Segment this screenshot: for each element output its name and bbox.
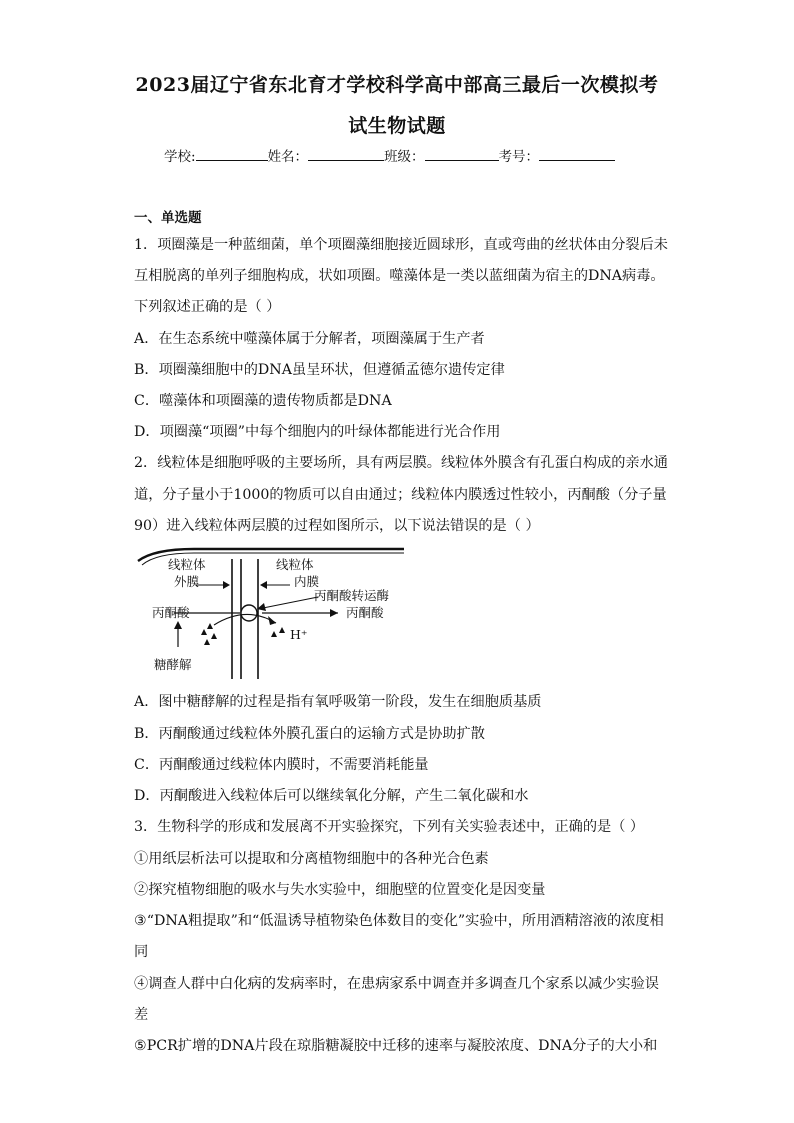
class-blank[interactable] (425, 146, 499, 161)
pyruvate-left-label: 丙酮酸 (152, 605, 190, 620)
section-heading: 一、单选题 (134, 210, 202, 226)
question-1-option-c[interactable]: C．噬藻体和项圈藻的遗传物质都是DNA (134, 393, 392, 409)
question-1-option-b[interactable]: B．项圈藻细胞中的DNA虽呈环状，但遵循孟德尔遗传定律 (134, 362, 505, 378)
name-blank[interactable] (308, 146, 384, 161)
transporter-circle (241, 605, 257, 621)
question-3-statement-4: ④调查人群中白化病的发病率时，在患病家系中调查并多调查几个家系以减少实验误 (134, 976, 659, 992)
question-3-statement-1: ①用纸层析法可以提取和分离植物细胞中的各种光合色素 (134, 851, 489, 867)
school-label: 学校: (164, 149, 196, 165)
outer-membrane-label-2: 外膜 (174, 574, 200, 589)
question-1-stem-line-1: 1．项圈藻是一种蓝细菌，单个项圈藻细胞接近圆球形，直或弯曲的丝状体由分裂后未 (134, 237, 668, 253)
transporter-label-arrow (258, 597, 318, 609)
school-blank[interactable] (196, 146, 268, 161)
pyruvate-right-label: 丙酮酸 (346, 605, 384, 620)
proton-label: H⁺ (290, 627, 308, 642)
question-1-stem-line-3: 下列叙述正确的是（ ） (134, 299, 281, 315)
inner-membrane-label-2: 内膜 (294, 574, 320, 589)
transporter-label: 丙酮酸转运酶 (314, 588, 390, 603)
class-label: 班级： (384, 149, 425, 165)
question-3-statement-4-cont: 差 (134, 1007, 149, 1023)
question-2-option-c[interactable]: C．丙酮酸通过线粒体内膜时，不需要消耗能量 (134, 757, 429, 773)
inner-membrane-label-1: 线粒体 (276, 557, 314, 572)
question-2-option-b[interactable]: B．丙酮酸通过线粒体外膜孔蛋白的运输方式是协助扩散 (134, 726, 485, 742)
question-2-stem-line-3: 90）进入线粒体两层膜的过程如图所示，以下说法错误的是（ ） (134, 518, 540, 534)
question-2-option-d[interactable]: D．丙酮酸进入线粒体后可以继续氧化分解，产生二氧化碳和水 (134, 788, 529, 804)
name-label: 姓名： (267, 149, 309, 165)
question-3-statement-5: ⑤PCR扩增的DNA片段在琼脂糖凝胶中迁移的速率与凝胶浓度、DNA分子的大小和 (134, 1038, 658, 1054)
number-blank[interactable] (539, 146, 615, 161)
pyruvate-transport-diagram (134, 543, 409, 683)
student-info-row (164, 145, 615, 165)
question-3-statement-2: ②探究植物细胞的吸水与失水实验中，细胞壁的位置变化是因变量 (134, 882, 546, 898)
glycolysis-label: 糖酵解 (154, 657, 192, 672)
question-2-option-a[interactable]: A．图中糖酵解的过程是指有氧呼吸第一阶段，发生在细胞质基质 (134, 694, 542, 710)
question-1-stem-line-2: 互相脱离的单列子细胞构成，状如项圈。噬藻体是一类以蓝细菌为宿主的DNA病毒。 (134, 268, 665, 284)
exam-title-line-1: 2023届辽宁省东北育才学校科学高中部高三最后一次模拟考 (135, 74, 659, 96)
exam-title-line-2: 试生物试题 (348, 115, 446, 137)
question-3-stem: 3．生物科学的形成和发展离不开实验探究，下列有关实验表述中，正确的是（ ） (134, 819, 645, 835)
question-2-stem-line-2: 道，分子量小于1000的物质可以自由通过；线粒体内膜透过性较小，丙酮酸（分子量 (134, 487, 667, 503)
question-1-option-a[interactable]: A．在生态系统中噬藻体属于分解者，项圈藻属于生产者 (134, 331, 485, 347)
question-3-statement-3-cont: 同 (134, 944, 149, 960)
pyruvate-arrowhead (330, 609, 338, 617)
proton-flow-arrowhead (268, 616, 276, 625)
proton-markers (201, 623, 285, 645)
number-label: 考号： (498, 149, 540, 165)
outer-membrane-label-1: 线粒体 (168, 557, 206, 572)
question-1-option-d[interactable]: D．项圈藻“项圈”中每个细胞内的叶绿体都能进行光合作用 (134, 424, 501, 440)
question-2-stem-line-1: 2．线粒体是细胞呼吸的主要场所，具有两层膜。线粒体外膜含有孔蛋白构成的亲水通 (134, 455, 668, 471)
question-3-statement-3: ③“DNA粗提取”和“低温诱导植物染色体数目的变化”实验中，所用酒精溶液的浓度相 (134, 913, 664, 929)
